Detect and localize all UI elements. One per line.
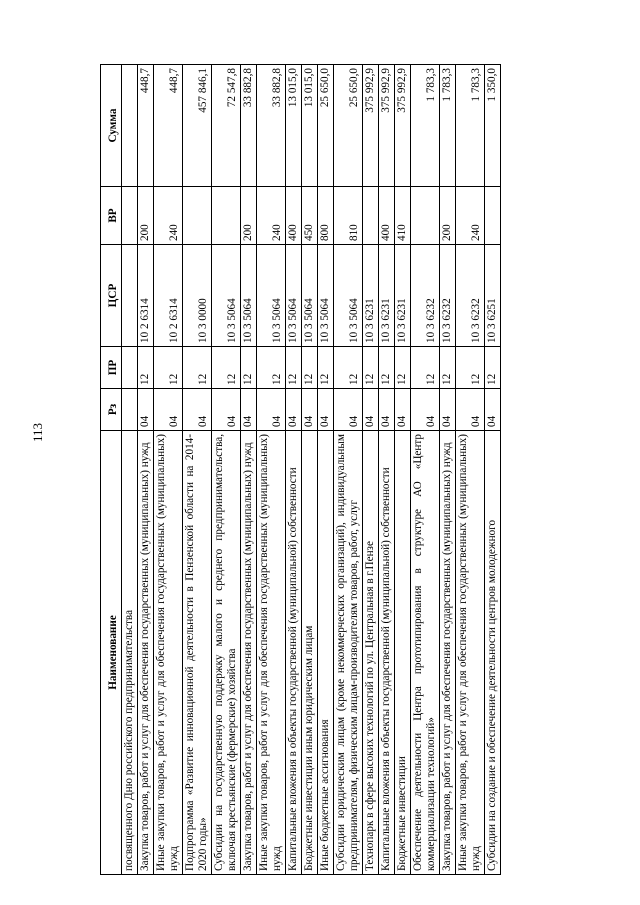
row-pr: 12	[455, 347, 484, 389]
budget-table	[100, 64, 501, 875]
table-row	[333, 65, 362, 875]
row-rz: 04	[301, 389, 317, 431]
row-vr: 200	[137, 187, 153, 245]
header-vr: ВР	[101, 187, 122, 245]
row-pr: 12	[362, 347, 378, 389]
row-rz: 04	[439, 389, 455, 431]
row-name: Иные закупки товаров, работ и услуг для обеспечения государственных (муниципальных) нужд	[455, 431, 484, 875]
row-vr	[211, 187, 240, 245]
row-name: Подпрограмма «Развитие инновационной деятельности в Пензенской области на 2014-2020 годы»	[182, 431, 211, 875]
row-vr	[182, 187, 211, 245]
row-rz	[122, 389, 138, 431]
row-csr: 10 3 5064	[317, 245, 333, 347]
row-vr: 400	[285, 187, 301, 245]
row-csr: 10 2 6314	[153, 245, 182, 347]
row-csr: 10 3 6231	[378, 245, 394, 347]
row-sum: 33 882,8	[240, 65, 256, 187]
row-name: Капитальные вложения в объекты государственной (муниципальной) собственности	[378, 431, 394, 875]
row-pr: 12	[256, 347, 285, 389]
row-rz: 04	[455, 389, 484, 431]
row-pr: 12	[153, 347, 182, 389]
table-row	[484, 65, 500, 875]
table-body	[122, 65, 501, 875]
row-sum: 13 015,0	[301, 65, 317, 187]
row-vr: 800	[317, 187, 333, 245]
row-csr: 10 3 5064	[256, 245, 285, 347]
row-vr: 450	[301, 187, 317, 245]
row-vr: 240	[455, 187, 484, 245]
row-sum: 1 783,3	[410, 65, 439, 187]
row-csr: 10 3 5064	[285, 245, 301, 347]
row-pr: 12	[301, 347, 317, 389]
row-sum: 448,7	[153, 65, 182, 187]
row-rz: 04	[137, 389, 153, 431]
row-name: Закупка товаров, работ и услуг для обеспечения государственных (муниципальных) нужд	[137, 431, 153, 875]
row-name: Субсидии на государственную поддержку малого и среднего предпринимательства, включая крестьянские (фермерские) хозяйства	[211, 431, 240, 875]
row-name: Иные закупки товаров, работ и услуг для обеспечения государственных (муниципальных) нужд	[153, 431, 182, 875]
row-sum: 72 547,8	[211, 65, 240, 187]
row-csr: 10 3 6232	[410, 245, 439, 347]
row-pr: 12	[439, 347, 455, 389]
row-pr	[122, 347, 138, 389]
row-rz: 04	[285, 389, 301, 431]
row-vr: 810	[333, 187, 362, 245]
table-row	[455, 65, 484, 875]
row-vr	[410, 187, 439, 245]
row-csr: 10 3 6232	[439, 245, 455, 347]
table-row	[211, 65, 240, 875]
row-sum: 1 783,3	[455, 65, 484, 187]
row-csr: 10 3 6232	[455, 245, 484, 347]
row-sum: 375 992,9	[394, 65, 410, 187]
row-sum: 375 992,9	[378, 65, 394, 187]
header-row	[101, 65, 122, 875]
table-row	[182, 65, 211, 875]
table-row	[137, 65, 153, 875]
rotated-page	[100, 65, 501, 875]
table-row	[301, 65, 317, 875]
row-vr: 200	[240, 187, 256, 245]
row-sum: 13 015,0	[285, 65, 301, 187]
table-row	[394, 65, 410, 875]
row-pr: 12	[182, 347, 211, 389]
table-row	[317, 65, 333, 875]
row-csr: 10 3 5064	[240, 245, 256, 347]
row-pr: 12	[317, 347, 333, 389]
row-name: Иные закупки товаров, работ и услуг для обеспечения государственных (муниципальных) нужд	[256, 431, 285, 875]
row-sum: 25 650,0	[317, 65, 333, 187]
header-csr: ЦСР	[101, 245, 122, 347]
row-sum: 457 846,1	[182, 65, 211, 187]
row-pr: 12	[211, 347, 240, 389]
row-vr: 400	[378, 187, 394, 245]
row-sum: 1 350,0	[484, 65, 500, 187]
row-vr: 410	[394, 187, 410, 245]
row-vr	[362, 187, 378, 245]
table-row	[410, 65, 439, 875]
row-name: посвященного Дню российского предпринимательства	[122, 431, 138, 875]
row-sum: 25 650,0	[333, 65, 362, 187]
row-csr: 10 3 6251	[484, 245, 500, 347]
row-name: Закупка товаров, работ и услуг для обеспечения государственных (муниципальных) нужд	[240, 431, 256, 875]
row-csr: 10 2 6314	[137, 245, 153, 347]
table-row	[256, 65, 285, 875]
row-rz: 04	[362, 389, 378, 431]
row-csr: 10 3 0000	[182, 245, 211, 347]
header-rz: Рз	[101, 389, 122, 431]
row-name: Субсидии на создание и обеспечение деятельности центров молодежного	[484, 431, 500, 875]
row-name: Капитальные вложения в объекты государственной (муниципальной) собственности	[285, 431, 301, 875]
table-row	[285, 65, 301, 875]
row-rz: 04	[256, 389, 285, 431]
row-rz: 04	[484, 389, 500, 431]
row-rz: 04	[153, 389, 182, 431]
row-sum	[122, 65, 138, 187]
header-sum: Сумма	[101, 65, 122, 187]
row-rz: 04	[317, 389, 333, 431]
row-rz: 04	[182, 389, 211, 431]
row-csr	[122, 245, 138, 347]
row-csr: 10 3 5064	[211, 245, 240, 347]
row-pr: 12	[484, 347, 500, 389]
header-pr: ПР	[101, 347, 122, 389]
row-name: Иные бюджетные ассигнования	[317, 431, 333, 875]
row-vr: 240	[256, 187, 285, 245]
row-pr: 12	[240, 347, 256, 389]
row-sum: 448,7	[137, 65, 153, 187]
table-row	[153, 65, 182, 875]
table-row	[439, 65, 455, 875]
row-csr: 10 3 6231	[394, 245, 410, 347]
row-pr: 12	[285, 347, 301, 389]
row-sum: 1 783,3	[439, 65, 455, 187]
row-rz: 04	[378, 389, 394, 431]
row-rz: 04	[333, 389, 362, 431]
row-pr: 12	[394, 347, 410, 389]
row-name: Технопарк в сфере высоких технологий по ул. Центральная в г.Пензе	[362, 431, 378, 875]
row-name: Обеспечение деятельности Центра прототипирования в структуре АО «Центр коммерциализации технологий»	[410, 431, 439, 875]
page-number: 113	[30, 422, 45, 442]
row-csr: 10 3 5064	[301, 245, 317, 347]
row-sum: 33 882,8	[256, 65, 285, 187]
row-pr: 12	[137, 347, 153, 389]
row-name: Субсидии юридическим лицам (кроме некоммерческих организаций), индивидуальным предпринимателям, физическим лицам-производителям товаров, работ, услуг	[333, 431, 362, 875]
row-name: Бюджетные инвестиции иным юридическим лицам	[301, 431, 317, 875]
row-pr: 12	[378, 347, 394, 389]
table-row	[240, 65, 256, 875]
row-name: Закупка товаров, работ и услуг для обеспечения государственных (муниципальных) нужд	[439, 431, 455, 875]
row-pr: 12	[333, 347, 362, 389]
row-rz: 04	[410, 389, 439, 431]
row-vr	[122, 187, 138, 245]
table-row	[362, 65, 378, 875]
row-name: Бюджетные инвестиции	[394, 431, 410, 875]
table-row	[378, 65, 394, 875]
header-name: Наименование	[101, 431, 122, 875]
table-row	[122, 65, 138, 875]
row-rz: 04	[240, 389, 256, 431]
row-vr: 240	[153, 187, 182, 245]
row-rz: 04	[211, 389, 240, 431]
row-vr: 200	[439, 187, 455, 245]
row-rz: 04	[394, 389, 410, 431]
row-csr: 10 3 5064	[333, 245, 362, 347]
row-pr: 12	[410, 347, 439, 389]
row-csr: 10 3 6231	[362, 245, 378, 347]
row-vr	[484, 187, 500, 245]
row-sum: 375 992,9	[362, 65, 378, 187]
